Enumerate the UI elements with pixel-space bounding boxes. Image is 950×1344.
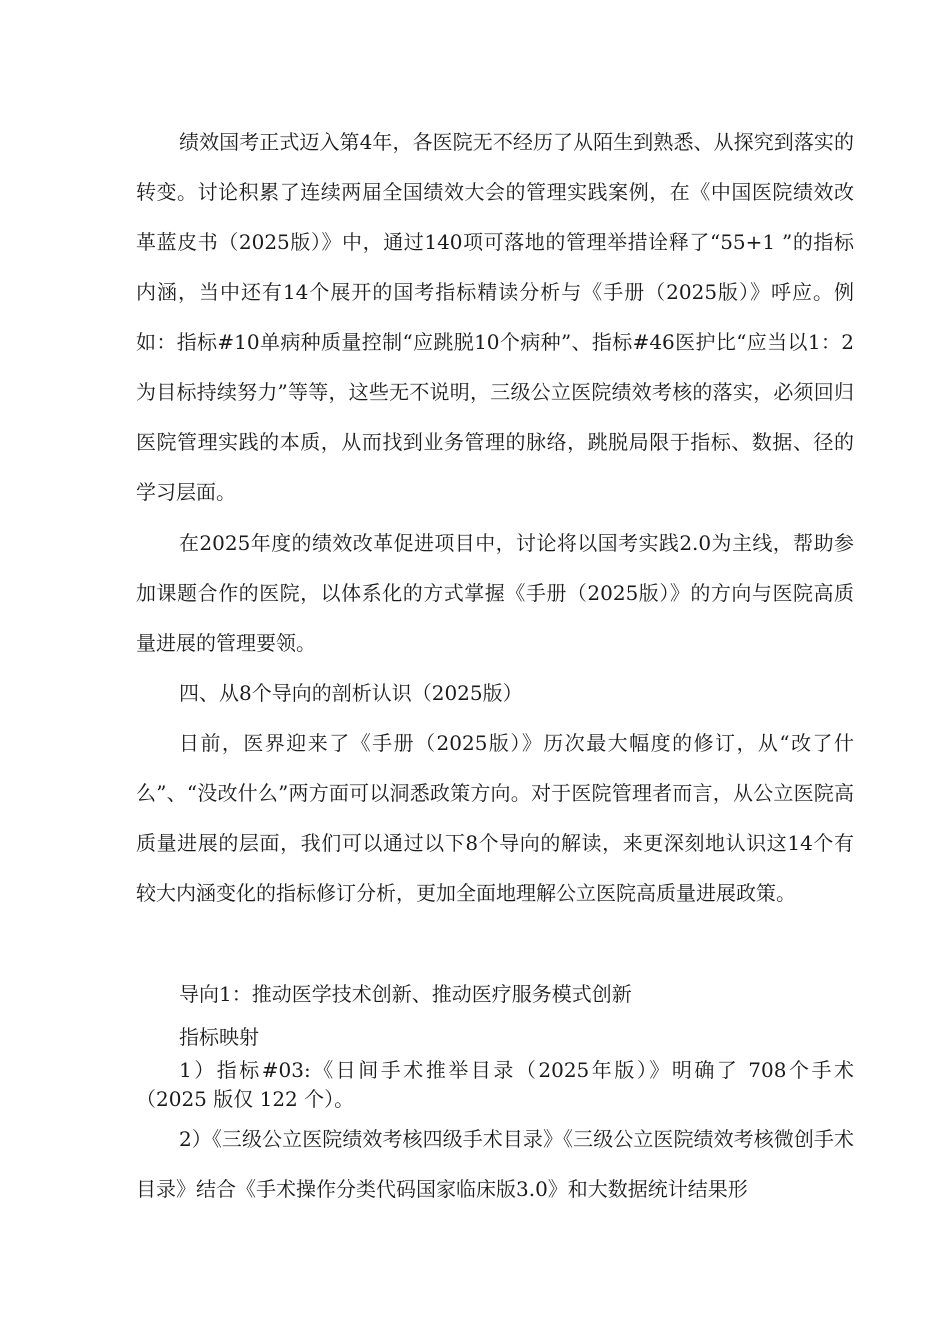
paragraph-project: 在2025年度的绩效改革促进项目中，讨论将以国考实践2.0为主线，帮助参加课题合作的医院，以体系化的方式掌握《手册（2025版）》的方向与医院高质量进展的管理要领。	[136, 531, 854, 655]
paragraph-intro: 绩效国考正式迈入第4年，各医院无不经历了从陌生到熟悉、从探究到落实的转变。讨论积累了连续两届全国绩效大会的管理实践案例，在《中国医院绩效改革蓝皮书（2025版）》中，通过140项可落地的管理举措诠释了“55+1 ”的指标内涵，当中还有14个展开的国考指标精读分析与《手册（2025版）》呼应。例如：指标#10单病种质量控制“应跳脱10个病种”、指标#46医护比“应当以1：2为目标持续努力”等等，这些无不说明，三级公立医院绩效考核的落实，必须回归医院管理实践的本质，从而找到业务管理的脉络，跳脱局限于指标、数据、径的学习层面。	[136, 130, 854, 504]
section-heading: 四、从8个导向的剖析认识（2025版）	[179, 681, 523, 705]
list-item-1: 1）指标#03:《日间手术推举目录（2025年版）》明确了 708个手术（2025 版仅 122 个）。	[136, 1058, 854, 1111]
list-item-2: 2）《三级公立医院绩效考核四级手术目录》《三级公立医院绩效考核微创手术目录》结合《手术操作分类代码国家临床版3.0》和大数据统计结果形	[136, 1127, 854, 1201]
guide-heading: 导向1：推动医学技术创新、推动医疗服务模式创新	[179, 982, 632, 1006]
paragraph-revision: 日前，医界迎来了《手册（2025版）》历次最大幅度的修订，从“改了什么”、“没改什么”两方面可以洞悉政策方向。对于医院管理者而言，从公立医院高质量进展的层面，我们可以通过以下8个导向的解读，来更深刻地认识这14个有较大内涵变化的指标修订分析，更加全面地理解公立医院高质量进展政策。	[136, 731, 854, 905]
subheading-indicator-mapping: 指标映射	[179, 1025, 259, 1049]
